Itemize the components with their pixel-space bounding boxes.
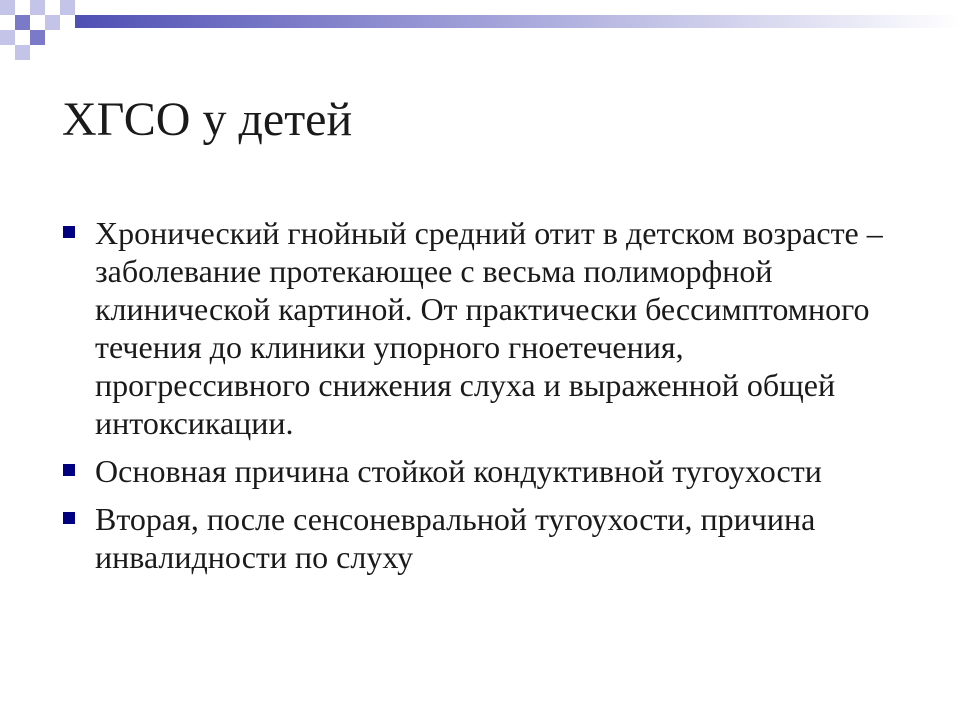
- deco-square: [30, 0, 45, 15]
- bullet-item: [62, 214, 902, 442]
- slide-title: ХГСО у детей: [62, 93, 353, 146]
- bullet-item: [62, 500, 902, 576]
- square-bullet-icon: [63, 464, 75, 476]
- square-bullet-icon: [63, 512, 75, 524]
- bullet-list: [62, 214, 902, 586]
- deco-square: [30, 45, 45, 60]
- deco-square: [30, 30, 45, 45]
- deco-square: [15, 0, 30, 15]
- square-bullet-icon: [63, 226, 75, 238]
- header-gradient-bar: [30, 15, 960, 28]
- bullet-text: Вторая, после сенсоневральной тугоухости, причина инвалидности по слуху: [95, 501, 816, 575]
- bullet-text: Основная причина стойкой кондуктивной тугоухости: [95, 453, 822, 489]
- deco-square: [30, 15, 45, 30]
- deco-square: [15, 30, 30, 45]
- bullet-item: [62, 452, 902, 490]
- deco-square: [15, 45, 30, 60]
- deco-square: [0, 0, 15, 15]
- deco-square: [60, 15, 75, 30]
- deco-square: [45, 0, 60, 15]
- deco-square: [0, 15, 15, 30]
- deco-square: [15, 15, 30, 30]
- corner-squares-decoration: [0, 0, 960, 80]
- deco-square: [0, 30, 15, 45]
- deco-square: [45, 15, 60, 30]
- deco-square: [45, 30, 60, 45]
- bullet-text: Хронический гнойный средний отит в детском возрасте – заболевание протекающее с весьма полиморфной клинической картиной. От практически бессимптомного течения до клиники упорного гноетечения, прогрессивного снижения слуха и выраженной общей интоксикации.: [95, 215, 883, 441]
- deco-square: [60, 0, 75, 15]
